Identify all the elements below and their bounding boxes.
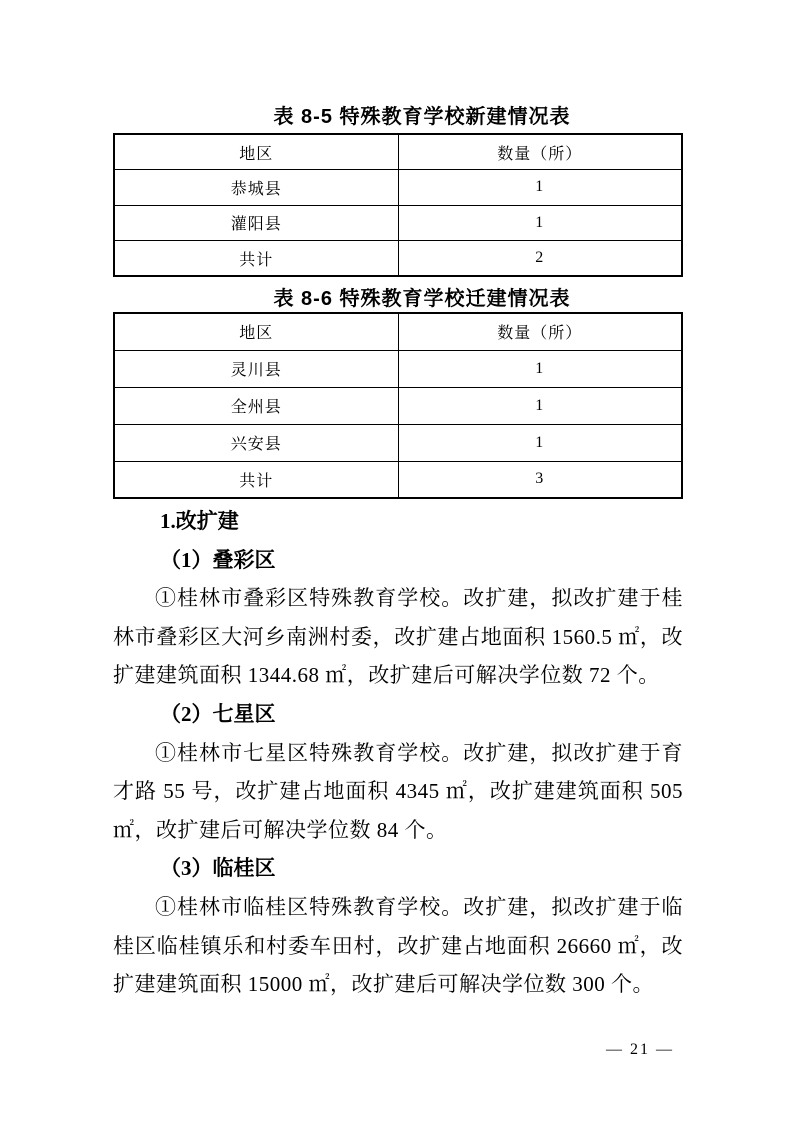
table-row: [114, 170, 682, 206]
section-heading: 1.改扩建: [160, 509, 239, 533]
count-cell: 1: [398, 424, 682, 461]
count-header-cell: 数量（所）: [398, 134, 682, 170]
count-cell: 1: [398, 205, 682, 241]
paragraph-lingui: ①桂林市临桂区特殊教育学校。改扩建，拟改扩建于临桂区临桂镇乐和村委车田村，改扩建占地面积 26660 ㎡，改扩建建筑面积 15000 ㎡，改扩建后可解决学位数 300 个。: [113, 894, 683, 997]
table-row: [114, 387, 682, 424]
table-8-6-title: 表 8-6 特殊教育学校迁建情况表: [273, 288, 571, 310]
subsection-heading-diecai: （1）叠彩区: [160, 547, 276, 572]
region-cell: 灌阳县: [114, 205, 398, 241]
paragraph-qixing: ①桂林市七星区特殊教育学校。改扩建，拟改扩建于育才路 55 号，改扩建占地面积 4345 ㎡，改扩建建筑面积 505 ㎡，改扩建后可解决学位数 84 个。: [113, 740, 683, 842]
region-cell: 恭城县: [114, 170, 398, 206]
table-row: [114, 350, 682, 387]
count-cell: 1: [398, 387, 682, 424]
region-cell: 共计: [114, 241, 398, 277]
table-header-row: [114, 313, 682, 350]
table-row: [114, 424, 682, 461]
page-number: — 21 —: [606, 1041, 674, 1058]
subsection-heading-qixing: （2）七星区: [160, 701, 276, 726]
subsection-heading-lingui: （3）临桂区: [160, 856, 276, 881]
table-8-5-title: 表 8-5 特殊教育学校新建情况表: [273, 106, 571, 128]
table-8-5: [113, 133, 683, 277]
page-content: [113, 105, 683, 1004]
region-cell: 全州县: [114, 387, 398, 424]
region-cell: 共计: [114, 461, 398, 498]
body-text: [113, 502, 683, 1004]
table-row-total: [114, 461, 682, 498]
table-header-row: [114, 134, 682, 170]
count-header-cell: 数量（所）: [398, 313, 682, 350]
count-cell: 3: [398, 461, 682, 498]
table-row: [114, 205, 682, 241]
region-cell: 灵川县: [114, 350, 398, 387]
paragraph-diecai: ①桂林市叠彩区特殊教育学校。改扩建，拟改扩建于桂林市叠彩区大河乡南洲村委，改扩建占地面积 1560.5 ㎡，改扩建建筑面积 1344.68 ㎡，改扩建后可解决学位数 72 个。: [113, 586, 683, 688]
region-header-cell: 地区: [114, 313, 398, 350]
count-cell: 1: [398, 350, 682, 387]
count-cell: 2: [398, 241, 682, 277]
table-8-6: [113, 312, 683, 499]
region-cell: 兴安县: [114, 424, 398, 461]
count-cell: 1: [398, 170, 682, 206]
region-header-cell: 地区: [114, 134, 398, 170]
table-row-total: [114, 241, 682, 277]
